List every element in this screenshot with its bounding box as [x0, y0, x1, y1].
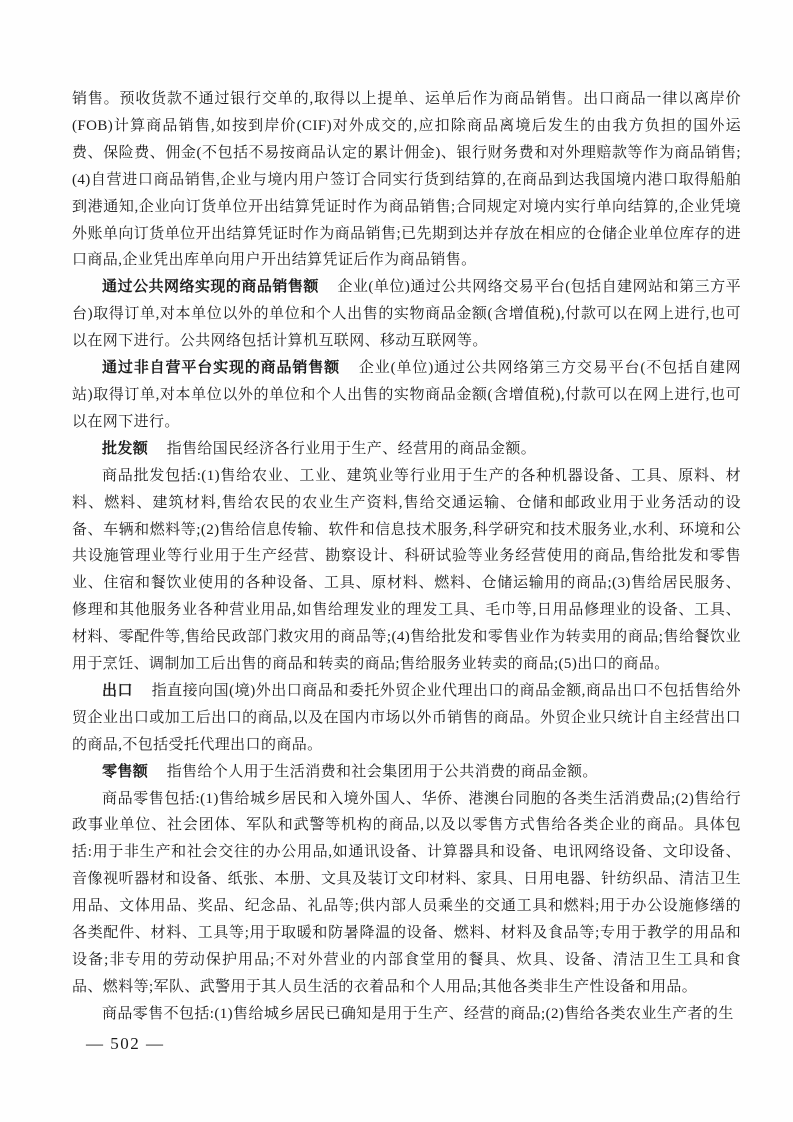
- paragraph: [72, 1001, 741, 1028]
- body-text: 商品批发包括:(1)售给农业、工业、建筑业等行业用于生产的各种机器设备、工具、原料、材料、燃料、建筑材料,售给农民的农业生产资料,售给交通运输、仓储和邮政业用于业务活动的设备、车辆和燃料等;(2)售给信息传输、软件和信息技术服务,科学研究和技术服务业,水利、环境和公共设施管理业等行业用于生产经营、勘察设计、科研试验等业务经营使用的商品,售给批发和零售业、住宿和餐饮业使用的各种设备、工具、原材料、燃料、仓储运输用的商品;(3)售给居民服务、修理和其他服务业各种营业用品,如售给理发业的理发工具、毛巾等,日用品修理业的设备、工具、材料、零配件等,售给民政部门救灾用的商品等;(4)售给批发和零售业作为转卖用的商品;售给餐饮业用于烹饪、调制加工后出售的商品和转卖的商品;售给服务业转卖的商品;(5)出口的商品。: [72, 467, 741, 673]
- paragraph: [72, 274, 741, 355]
- term-heading: 出口: [102, 681, 134, 699]
- body-text: 企业(单位)通过公共网络第三方交易平台(不包括自建网站)取得订单,对本单位以外的单位和个人出售的实物商品金额(含增值税),付款可以在网上进行,也可以在网下进行。: [72, 360, 741, 430]
- paragraph: [72, 678, 741, 759]
- paragraph: [72, 463, 741, 678]
- paragraph: [72, 86, 741, 274]
- term-heading: 零售额: [102, 762, 149, 780]
- body-text: 商品零售不包括:(1)售给城乡居民已确知是用于生产、经营的商品;(2)售给各类农业生产者的生: [102, 1005, 734, 1022]
- body-text: 指售给国民经济各行业用于生产、经营用的商品金额。: [151, 440, 537, 457]
- document-body: [72, 86, 741, 1028]
- body-text: 销售。预收货款不通过银行交单的,取得以上提单、运单后作为商品销售。出口商品一律以离岸价(FOB)计算商品销售,如按到岸价(CIF)对外成交的,应扣除商品离境后发生的由我方负担的国外运费、保险费、佣金(不包括不易按商品认定的累计佣金)、银行财务费和对外理赔款等作为商品销售;(4)自营进口商品销售,企业与境内用户签订合同实行货到结算的,在商品到达我国境内港口取得船舶到港通知,企业向订货单位开出结算凭证时作为商品销售;合同规定对境内实行单向结算的,企业凭境外账单向订货单位开出结算凭证时作为商品销售;已先期到达并存放在相应的仓储企业单位库存的进口商品,企业凭出库单向用户开出结算凭证后作为商品销售。: [72, 91, 741, 269]
- page-number: — 502 —: [86, 1034, 165, 1053]
- body-text: 企业(单位)通过公共网络交易平台(包括自建网站和第三方平台)取得订单,对本单位以外的单位和个人出售的实物商品金额(含增值税),付款可以在网上进行,也可以在网下进行。公共网络包括计算机互联网、移动互联网等。: [72, 279, 741, 350]
- term-heading: 通过非自营平台实现的商品销售额: [102, 359, 341, 377]
- paragraph: [72, 436, 741, 463]
- body-text: 指售给个人用于生活消费和社会集团用于公共消费的商品金额。: [151, 763, 598, 780]
- paragraph: [72, 759, 741, 786]
- body-text: 指直接向国(境)外出口商品和委托外贸企业代理出口的商品金额,商品出口不包括售给外贸企业出口或加工后出口的商品,以及在国内市场以外币销售的商品。外贸企业只统计自主经营出口的商品,不包括受托代理出口的商品。: [72, 682, 741, 753]
- paragraph: [72, 786, 741, 1001]
- term-heading: 批发额: [102, 439, 149, 457]
- term-heading: 通过公共网络实现的商品销售额: [102, 278, 319, 296]
- paragraph: [72, 355, 741, 436]
- body-text: 商品零售包括:(1)售给城乡居民和入境外国人、华侨、港澳台同胞的各类生活消费品;(2)售给行政事业单位、社会团体、军队和武警等机构的商品,以及以零售方式售给各类企业的商品。具体包括:用于非生产和社会交往的办公用品,如通讯设备、计算器具和设备、电讯网络设备、文印设备、音像视听器材和设备、纸张、本册、文具及装订文印材料、家具、日用电器、针纺织品、清洁卫生用品、文体用品、奖品、纪念品、礼品等;供内部人员乘坐的交通工具和燃料;用于办公设施修缮的各类配件、材料、工具等;用于取暖和防暑降温的设备、燃料、材料及食品等;专用于教学的用品和设备;非专用的劳动保护用品;不对外营业的内部食堂用的餐具、炊具、设备、清洁卫生工具和食品、燃料等;军队、武警用于其人员生活的衣着品和个人用品;其他各类非生产性设备和用品。: [72, 790, 741, 995]
